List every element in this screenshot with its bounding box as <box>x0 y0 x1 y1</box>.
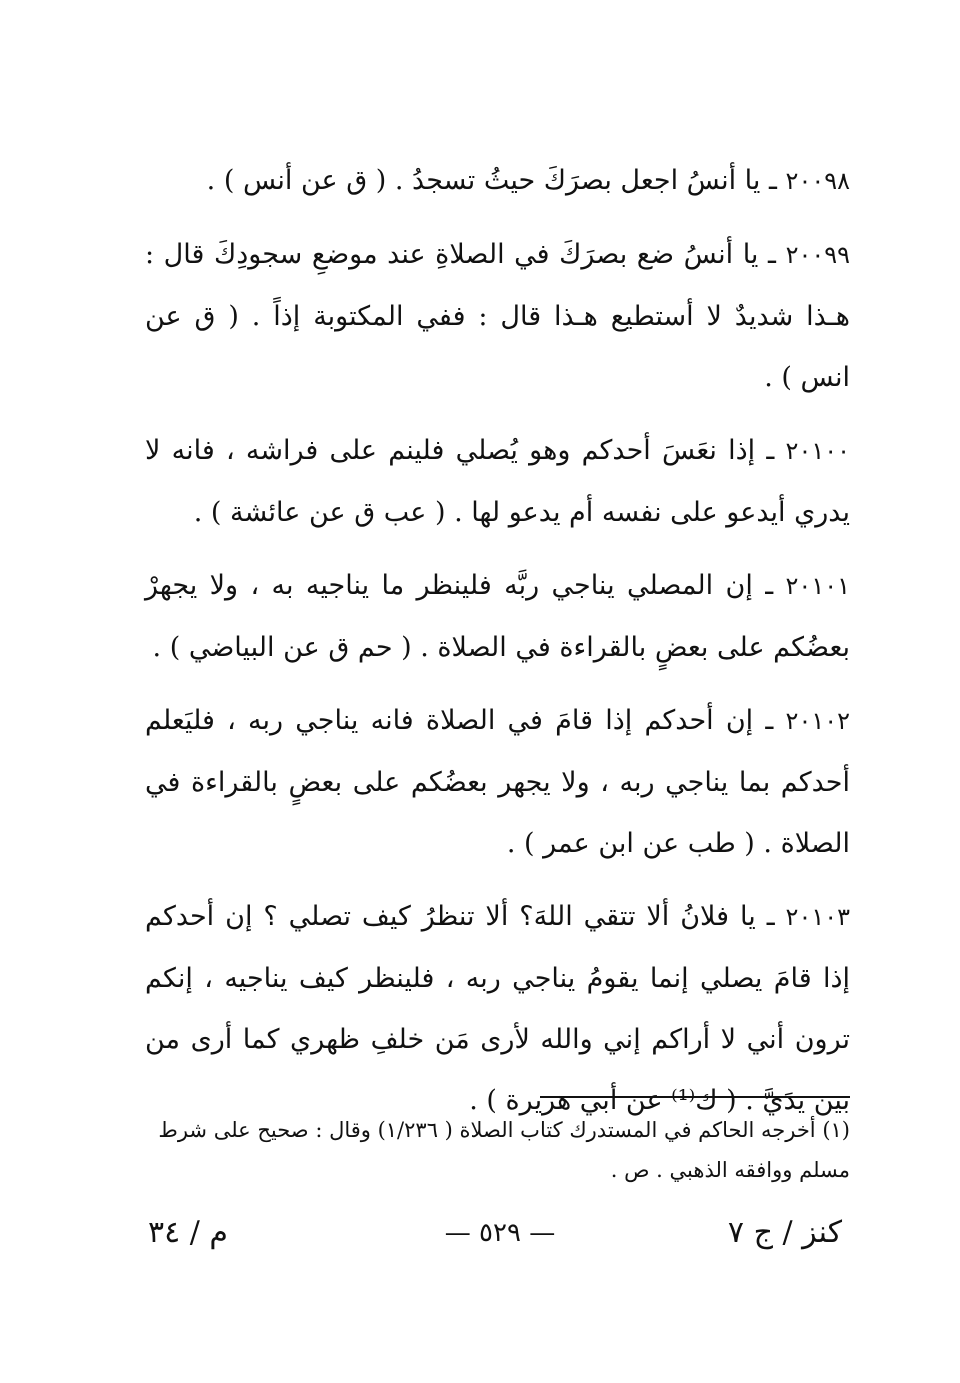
hadith-dash: ـ <box>768 239 776 270</box>
hadith-20101 <box>145 555 850 678</box>
footnote: (١) أخرجه الحاكم في المستدرك كتاب الصلاة ( ١/٢٣٦) وقال : صحيح على شرط مسلم ووافقه الذهبي . ص . <box>158 1118 850 1182</box>
hadith-20098 <box>145 150 850 212</box>
footnote-divider <box>540 1096 850 1098</box>
hadith-number: ٢٠٠٩٨ <box>785 167 850 195</box>
page-footer <box>0 1208 960 1258</box>
hadith-dash: ـ <box>766 901 775 932</box>
hadith-text: إن المصلي يناجي ربَّه فلينظر ما يناجيه به ، ولا يجهرْ بعضُكم على بعضٍ بالقراءة في الصلاة . ( حم ق عن البياضي ) . <box>145 570 850 663</box>
hadith-20102 <box>145 690 850 874</box>
hadith-number: ٢٠١٠١ <box>785 572 850 600</box>
footer-signature-mark: م / ٣٤ <box>148 1215 228 1250</box>
hadith-number: ٢٠١٠٢ <box>785 707 850 735</box>
hadith-text: يا أنسُ اجعل بصرَكَ حيثُ تسجدُ . ( ق عن أنس ) . <box>206 165 761 196</box>
hadith-dash: ـ <box>765 570 774 601</box>
hadith-dash: ـ <box>769 165 777 196</box>
hadith-text: يا أنسُ ضع بصرَكَ في الصلاةِ عند موضعِ سجودِكَ قال : هـذا شديدٌ لا أستطيع هـذا قال : ففي المكتوبة إذاً . ( ق عن انس ) . <box>145 239 850 393</box>
footer-volume-mark: كنز / ج ٧ <box>727 1215 842 1250</box>
hadith-20103 <box>145 886 850 1131</box>
hadith-number: ٢٠١٠٣ <box>785 903 850 931</box>
page-number: — ٥٢٩ — <box>444 1218 556 1248</box>
hadith-dash: ـ <box>765 705 774 736</box>
hadith-20100 <box>145 420 850 543</box>
hadith-number: ٢٠٠٩٩ <box>785 241 851 269</box>
hadith-number: ٢٠١٠٠ <box>785 437 850 465</box>
hadith-20099 <box>145 224 850 408</box>
hadith-text: إذا نعَسَ أحدكم وهو يُصلي فلينم على فراشه ، فانه لا يدري أيدعو على نفسه أم يدعو لها . ( عب ق عن عائشة ) . <box>145 435 850 528</box>
hadith-text: إن أحدكم إذا قامَ في الصلاة فانه يناجي ربه ، فليَعلم أحدكم بما يناجي ربه ، ولا يجهر بعضُكم على بعضٍ بالقراءة في الصلاة . ( طب عن ابن عمر ) . <box>145 705 850 859</box>
hadith-dash: ـ <box>766 435 775 466</box>
hadith-list <box>145 150 850 1143</box>
hadith-text: يا فلانُ ألا تتقي اللهَ؟ ألا تنظرُ كيف تصلي ؟ إن أحدكم إذا قامَ يصلي إنما يقومُ يناجي ربه ، فلينظر كيف يناجيه ، إنكم ترون أني لا أراكم إني والله لأرى مَن خلفِ ظهري كما أرى من بين يدَيَّ . ( ك⁽¹⁾ عن أبي هريرة ) . <box>145 901 850 1116</box>
